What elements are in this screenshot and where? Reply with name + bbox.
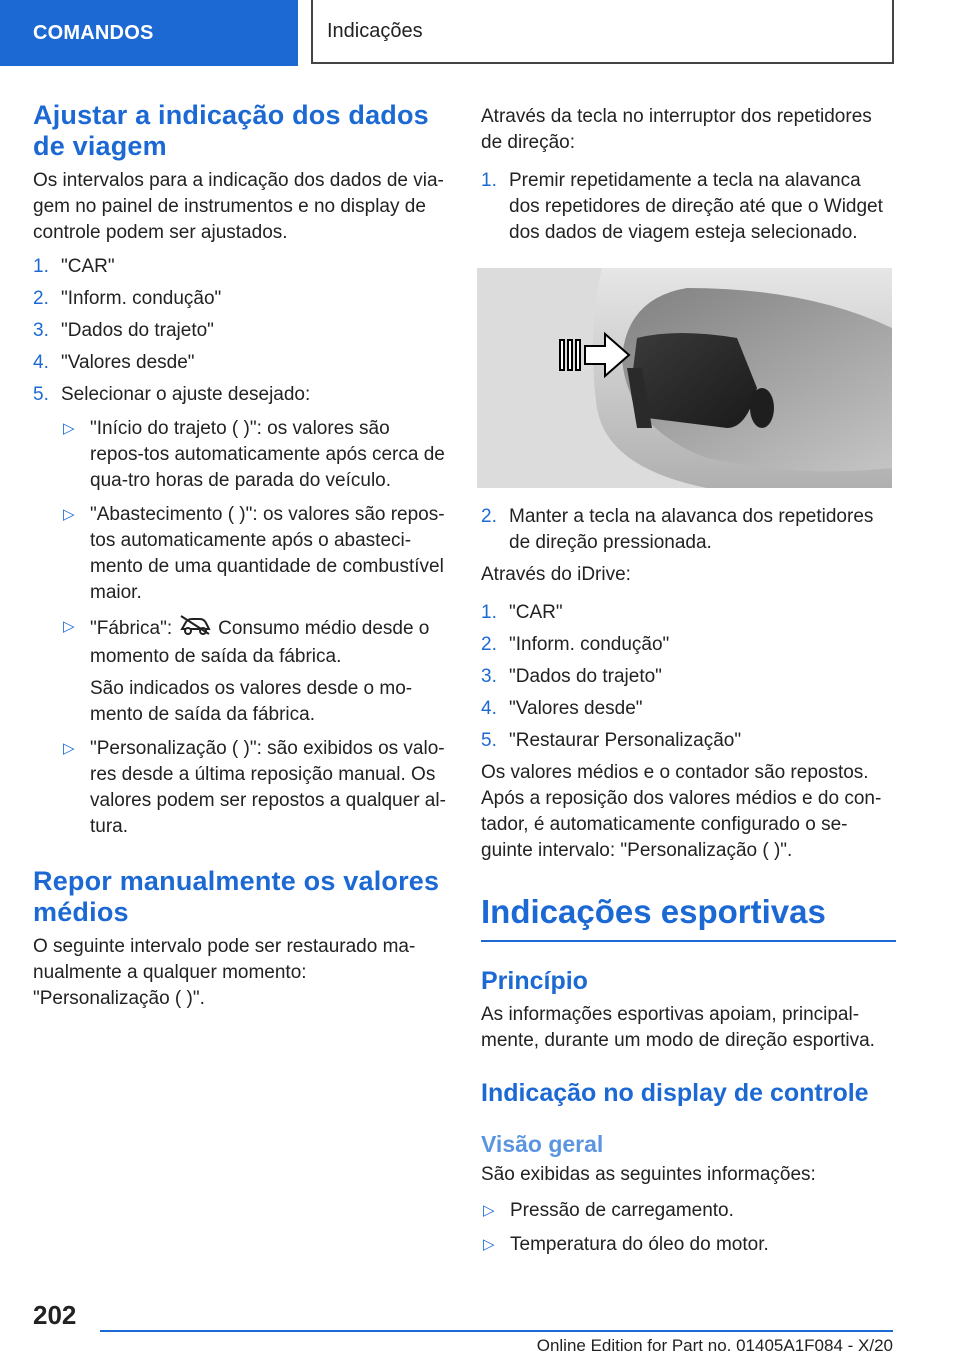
- heading-ajustar: Ajustar a indicação dos dados de viagem: [33, 100, 429, 161]
- option-text: "Início do trajeto ( )": os valores são repos-tos automaticamente após cerca de qua-tro horas de parada do veículo.: [90, 418, 445, 491]
- list-item: [481, 696, 896, 722]
- item-text: Pressão de carregamento.: [510, 1200, 734, 1221]
- step-number: 1.: [481, 170, 497, 191]
- list-item: [481, 1232, 896, 1258]
- option-text: "Fábrica":: [90, 618, 173, 640]
- section-title: COMANDOS: [33, 21, 154, 44]
- step-number: 1.: [33, 256, 49, 277]
- heading-principio: Princípio: [481, 967, 588, 995]
- idrive-steps-list: [481, 600, 896, 754]
- paragraph-tecla: Através da tecla no interruptor dos repetidores de direção:: [481, 106, 872, 153]
- list-item: [481, 600, 896, 626]
- step-text: "Inform. condução": [61, 288, 222, 309]
- footer-divider: [100, 1330, 893, 1332]
- step-number: 4.: [481, 698, 497, 719]
- list-item: [481, 728, 896, 754]
- list-item: [481, 504, 896, 556]
- step-text: "CAR": [61, 256, 115, 277]
- list-item: [61, 502, 448, 606]
- step-number: 4.: [33, 352, 49, 373]
- edition-note: Online Edition for Part no. 01405A1F084 - X/20: [536, 1336, 893, 1355]
- factory-car-icon: [178, 614, 212, 644]
- triangle-right-icon: ▷: [483, 1236, 495, 1253]
- left-column: [33, 100, 448, 1012]
- step-number: 1.: [481, 602, 497, 623]
- paragraph-repostos: Os valores médios e o contador são repostos. Após a reposição dos valores médios e do con-tador, é automaticamente configurado o se-guinte intervalo: "Personalização ( )".: [481, 762, 882, 861]
- option-text: Consumo médio desde o momento de saída da fábrica.: [90, 618, 430, 667]
- step-number: 3.: [481, 666, 497, 687]
- tecla-steps-list-2: [481, 504, 896, 556]
- turn-signal-lever-photo: [477, 268, 892, 488]
- option-text: "Personalização ( )": são exibidos os valo-res desde a última reposição manual. Os valores podem ser repostos a qualquer al-tura.: [90, 738, 446, 837]
- heading-visao: Visão geral: [481, 1131, 604, 1157]
- triangle-right-icon: ▷: [63, 740, 75, 757]
- list-item: [481, 1198, 896, 1224]
- triangle-right-icon: ▷: [63, 420, 75, 437]
- step-text: Selecionar o ajuste desejado:: [61, 384, 311, 405]
- step-number: 5.: [481, 730, 497, 751]
- item-text: Temperatura do óleo do motor.: [510, 1234, 769, 1255]
- paragraph-principio: As informações esportivas apoiam, principal-mente, durante um modo de direção esportiva.: [481, 1004, 875, 1051]
- step-text: "Inform. condução": [509, 634, 670, 655]
- list-item: [33, 350, 448, 376]
- step-number: 2.: [481, 506, 497, 527]
- step-text: "Dados do trajeto": [61, 320, 214, 341]
- heading-display: Indicação no display de controle: [481, 1079, 869, 1107]
- step-number: 2.: [33, 288, 49, 309]
- right-column: [481, 104, 896, 1266]
- list-item: [33, 382, 448, 408]
- triangle-right-icon: ▷: [483, 1202, 495, 1219]
- option-subtext: São indicados os valores desde o mo-mento de saída da fábrica.: [90, 678, 413, 725]
- heading-repor: Repor manualmente os valores médios: [33, 866, 440, 927]
- list-item: [481, 168, 896, 246]
- list-item: [481, 632, 896, 658]
- triangle-right-icon: ▷: [63, 506, 75, 523]
- chapter-title: Indicações: [327, 19, 423, 42]
- paragraph-visao: São exibidas as seguintes informações:: [481, 1164, 816, 1185]
- step-text: "Dados do trajeto": [509, 666, 662, 687]
- step-text: "CAR": [509, 602, 563, 623]
- list-item: [61, 736, 448, 840]
- heading-esportivas: Indicações esportivas: [481, 892, 896, 942]
- visao-list: [481, 1198, 896, 1258]
- step-text: "Valores desde": [509, 698, 643, 719]
- section-tab: [0, 0, 298, 66]
- step-text: "Restaurar Personalização": [509, 730, 742, 751]
- step-number: 3.: [33, 320, 49, 341]
- step-text: Manter a tecla na alavanca dos repetidores de direção pressionada.: [509, 506, 874, 553]
- page-number: 202: [33, 1300, 77, 1330]
- step-number: 5.: [33, 384, 49, 405]
- paragraph-repor: O seguinte intervalo pode ser restaurado ma-nualmente a qualquer momento: "Personalização ( )".: [33, 936, 416, 1009]
- list-item: [33, 318, 448, 344]
- list-item: [33, 286, 448, 312]
- step-text: Premir repetidamente a tecla na alavanca dos repetidores de direção até que o Widget dos dados de viagem esteja selecionado.: [509, 170, 883, 243]
- list-item: [481, 664, 896, 690]
- list-item: [61, 416, 448, 494]
- step-text: "Valores desde": [61, 352, 195, 373]
- options-list: [61, 416, 448, 840]
- paragraph-intervalos: Os intervalos para a indicação dos dados de via-gem no painel de instrumentos e no display de controle podem ser ajustados.: [33, 170, 444, 243]
- triangle-right-icon: ▷: [63, 618, 75, 635]
- list-item: [61, 614, 448, 728]
- tecla-steps-list: [481, 168, 896, 246]
- paragraph-idrive: Através do iDrive:: [481, 564, 631, 585]
- chapter-header: [311, 0, 894, 64]
- list-item: [33, 254, 448, 280]
- step-number: 2.: [481, 634, 497, 655]
- option-text: "Abastecimento ( )": os valores são repos-tos automaticamente após o abasteci-mento de uma quantidade de combustível maior.: [90, 504, 445, 603]
- steps-list: [33, 254, 448, 408]
